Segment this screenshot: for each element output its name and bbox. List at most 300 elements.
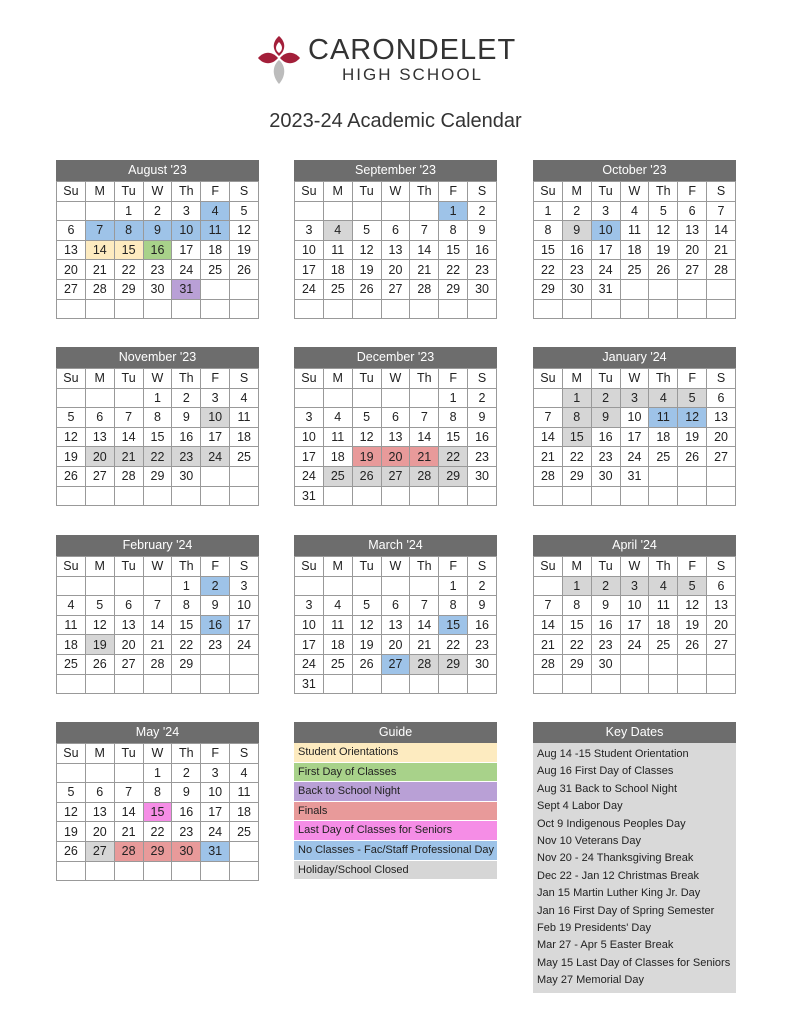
calendar-day: 9 [468,408,497,428]
calendar-empty-cell [468,674,497,694]
weekday-header: W [143,182,172,202]
calendar-empty-cell [85,861,114,881]
weekday-header: Th [172,369,201,389]
weekday-header: Su [295,369,324,389]
calendar-empty-cell [230,674,259,694]
month-calendar [56,722,259,881]
weekday-header: Th [172,182,201,202]
calendar-day: 10 [620,408,649,428]
calendar-empty-cell [649,674,678,694]
key-date-item: Aug 16 First Day of Classes [537,765,674,778]
weekday-header: S [230,744,259,764]
calendar-day: 20 [381,260,410,280]
calendar-day: 16 [143,240,172,260]
calendar-day: 9 [172,783,201,803]
calendar-day: 7 [143,596,172,616]
calendar-empty-cell [172,861,201,881]
calendar-day: 29 [439,654,468,674]
calendar-day: 7 [85,221,114,241]
key-date-item: Oct 9 Indigenous Peoples Day [537,817,686,830]
calendar-empty-cell [707,486,736,506]
weekday-header: Su [295,557,324,577]
calendar-day: 19 [57,447,86,467]
calendar-empty-cell [201,466,230,486]
calendar-empty-cell [230,279,259,299]
calendar-empty-cell [410,388,439,408]
calendar-empty-cell [678,486,707,506]
month-title: January '24 [533,347,736,368]
calendar-day: 20 [381,635,410,655]
calendar-day: 16 [468,615,497,635]
calendar-day: 21 [410,635,439,655]
calendar-day: 8 [439,408,468,428]
calendar-day: 14 [410,427,439,447]
calendar-empty-cell [410,576,439,596]
calendar-day: 4 [620,201,649,221]
calendar-day: 4 [230,388,259,408]
calendar-day: 8 [534,221,563,241]
weekday-header: S [468,557,497,577]
calendar-empty-cell [143,861,172,881]
calendar-day: 25 [649,635,678,655]
weekday-header: W [143,369,172,389]
calendar-day: 14 [114,427,143,447]
school-logo [254,32,554,88]
calendar-empty-cell [410,299,439,319]
calendar-day: 25 [230,447,259,467]
calendar-empty-cell [678,674,707,694]
calendar-day: 21 [114,822,143,842]
key-date-item: Sept 4 Labor Day [537,800,623,813]
calendar-empty-cell [143,299,172,319]
calendar-empty-cell [143,486,172,506]
calendar-day: 4 [57,596,86,616]
calendar-day: 25 [323,466,352,486]
calendar-empty-cell [143,674,172,694]
calendar-empty-cell [620,299,649,319]
calendar-day: 17 [201,802,230,822]
calendar-empty-cell [678,654,707,674]
calendar-empty-cell [591,486,620,506]
guide-item: Back to School Night [294,782,497,802]
calendar-empty-cell [295,576,324,596]
weekday-header: F [201,557,230,577]
calendar-day: 4 [649,576,678,596]
calendar-empty-cell [707,466,736,486]
calendar-empty-cell [591,674,620,694]
weekday-header: W [143,557,172,577]
month-title: August '23 [56,160,259,181]
month-calendar [294,535,497,694]
calendar-day: 31 [295,674,324,694]
calendar-day: 26 [230,260,259,280]
month-calendar [56,160,259,319]
calendar-day: 8 [172,596,201,616]
weekday-header: W [143,744,172,764]
calendar-empty-cell [352,486,381,506]
calendar-day: 9 [562,221,591,241]
calendar-day: 24 [591,260,620,280]
calendar-day: 24 [295,466,324,486]
calendar-day: 29 [562,654,591,674]
calendar-day: 28 [410,466,439,486]
calendar-day: 23 [172,447,201,467]
calendar-empty-cell [57,674,86,694]
calendar-day: 29 [562,466,591,486]
calendar-day: 19 [352,260,381,280]
calendar-day: 2 [468,201,497,221]
calendar-day: 30 [468,654,497,674]
calendar-day: 23 [172,822,201,842]
calendar-day: 12 [57,427,86,447]
calendar-day: 10 [295,240,324,260]
calendar-day: 31 [295,486,324,506]
calendar-day: 23 [562,260,591,280]
calendar-day: 6 [85,408,114,428]
calendar-day: 10 [201,408,230,428]
calendar-day: 22 [439,635,468,655]
calendar-day: 17 [201,427,230,447]
calendar-day: 1 [114,201,143,221]
calendar-empty-cell [381,388,410,408]
calendar-day: 21 [410,260,439,280]
calendar-day: 15 [439,240,468,260]
weekday-header: Tu [114,369,143,389]
calendar-day: 12 [678,408,707,428]
weekday-header: W [381,182,410,202]
calendar-day: 10 [591,221,620,241]
weekday-header: W [381,369,410,389]
calendar-day: 15 [114,240,143,260]
calendar-day: 2 [591,576,620,596]
calendar-day: 18 [323,447,352,467]
key-date-item: Dec 22 - Jan 12 Christmas Break [537,869,700,882]
calendar-day: 27 [381,279,410,299]
calendar-day: 4 [323,596,352,616]
calendar-empty-cell [410,674,439,694]
calendar-day: 15 [534,240,563,260]
calendar-day: 11 [620,221,649,241]
calendar-day: 31 [201,841,230,861]
calendar-empty-cell [143,576,172,596]
calendar-day: 28 [114,841,143,861]
calendar-day: 6 [381,221,410,241]
page-title: 2023-24 Academic Calendar [269,110,522,132]
weekday-header: Tu [114,557,143,577]
calendar-day: 28 [534,654,563,674]
calendar-day: 3 [295,408,324,428]
key-date-item: Jan 15 Martin Luther King Jr. Day [537,887,701,900]
calendar-day: 13 [85,427,114,447]
calendar-day: 16 [591,615,620,635]
calendar-day: 23 [201,635,230,655]
weekday-header: S [707,557,736,577]
calendar-empty-cell [439,674,468,694]
month-calendar [294,160,497,319]
calendar-day: 17 [172,240,201,260]
key-date-item: Nov 20 - 24 Thanksgiving Break [537,852,694,865]
month-title: October '23 [533,160,736,181]
calendar-day: 31 [620,466,649,486]
calendar-day: 28 [707,260,736,280]
key-date-item: Aug 31 Back to School Night [537,782,678,795]
calendar-day: 5 [57,783,86,803]
calendar-day: 1 [143,763,172,783]
calendar-day: 14 [114,802,143,822]
calendar-day: 8 [439,596,468,616]
calendar-day: 27 [381,466,410,486]
calendar-empty-cell [85,201,114,221]
calendar-day: 7 [410,221,439,241]
calendar-day: 23 [143,260,172,280]
calendar-empty-cell [57,763,86,783]
calendar-empty-cell [85,388,114,408]
calendar-day: 9 [468,596,497,616]
calendar-day: 5 [352,221,381,241]
calendar-day: 25 [230,822,259,842]
calendar-day: 21 [114,447,143,467]
calendar-day: 21 [143,635,172,655]
calendar-empty-cell [534,388,563,408]
calendar-day: 3 [230,576,259,596]
calendar-day: 8 [439,221,468,241]
calendar-day: 12 [649,221,678,241]
calendar-day: 11 [323,240,352,260]
weekday-header: Su [57,182,86,202]
calendar-day: 6 [707,388,736,408]
calendar-empty-cell [678,299,707,319]
calendar-empty-cell [57,576,86,596]
calendar-day: 16 [468,240,497,260]
guide-item: Finals [294,802,497,822]
calendar-empty-cell [323,674,352,694]
calendar-day: 30 [468,466,497,486]
calendar-day: 10 [230,596,259,616]
calendar-day: 22 [439,447,468,467]
calendar-day: 10 [295,615,324,635]
month-title: April '24 [533,535,736,556]
weekday-header: W [620,369,649,389]
calendar-empty-cell [85,674,114,694]
calendar-empty-cell [381,576,410,596]
calendar-day: 19 [57,822,86,842]
calendar-day: 12 [57,802,86,822]
calendar-empty-cell [649,654,678,674]
calendar-day: 25 [323,654,352,674]
calendar-day: 28 [143,654,172,674]
calendar-day: 22 [562,635,591,655]
calendar-empty-cell [114,576,143,596]
weekday-header: M [562,369,591,389]
guide-item: Holiday/School Closed [294,861,497,881]
calendar-empty-cell [57,388,86,408]
weekday-header: Su [57,557,86,577]
calendar-day: 11 [230,408,259,428]
month-title: November '23 [56,347,259,368]
calendar-empty-cell [85,299,114,319]
weekday-header: S [707,369,736,389]
calendar-day: 30 [172,841,201,861]
calendar-day: 5 [678,576,707,596]
calendar-day: 26 [352,279,381,299]
calendar-day: 13 [57,240,86,260]
calendar-day: 9 [591,408,620,428]
calendar-day: 12 [678,596,707,616]
calendar-day: 6 [85,783,114,803]
calendar-empty-cell [439,486,468,506]
calendar-empty-cell [323,299,352,319]
calendar-day: 18 [323,635,352,655]
calendar-empty-cell [352,299,381,319]
calendar-day: 22 [172,635,201,655]
calendar-day: 29 [143,466,172,486]
calendar-day: 22 [562,447,591,467]
calendar-day: 3 [201,388,230,408]
calendar-empty-cell [295,299,324,319]
calendar-day: 14 [534,615,563,635]
calendar-day: 8 [114,221,143,241]
calendar-day: 1 [172,576,201,596]
calendar-day: 19 [678,427,707,447]
calendar-day: 8 [143,408,172,428]
calendar-day: 3 [172,201,201,221]
calendar-day: 15 [172,615,201,635]
weekday-header: F [678,182,707,202]
guide-item: Student Orientations [294,743,497,763]
calendar-day: 20 [678,240,707,260]
calendar-day: 13 [381,615,410,635]
calendar-day: 18 [323,260,352,280]
calendar-day: 24 [201,822,230,842]
calendar-day: 17 [230,615,259,635]
weekday-header: Th [172,744,201,764]
calendar-day: 2 [468,576,497,596]
calendar-empty-cell [649,299,678,319]
calendar-empty-cell [678,466,707,486]
calendar-day: 17 [295,635,324,655]
calendar-empty-cell [620,486,649,506]
calendar-empty-cell [230,299,259,319]
calendar-empty-cell [534,576,563,596]
weekday-header: S [230,369,259,389]
calendar-empty-cell [230,466,259,486]
calendar-day: 5 [85,596,114,616]
calendar-day: 1 [562,388,591,408]
calendar-day: 11 [649,596,678,616]
weekday-header: F [201,744,230,764]
calendar-day: 27 [57,279,86,299]
calendar-empty-cell [323,388,352,408]
key-date-item: Mar 27 - Apr 5 Easter Break [537,939,674,952]
calendar-day: 7 [410,408,439,428]
calendar-day: 17 [295,260,324,280]
calendar-empty-cell [649,486,678,506]
calendar-day: 11 [230,783,259,803]
calendar-day: 17 [295,447,324,467]
calendar-day: 9 [143,221,172,241]
calendar-empty-cell [352,201,381,221]
calendar-day: 19 [352,447,381,467]
calendar-day: 26 [352,466,381,486]
calendar-day: 9 [591,596,620,616]
key-date-item: Feb 19 Presidents' Day [537,921,651,934]
weekday-header: F [439,557,468,577]
calendar-day: 22 [114,260,143,280]
calendar-day: 13 [85,802,114,822]
calendar-day: 14 [707,221,736,241]
calendar-day: 1 [143,388,172,408]
school-name: CARONDELET [308,34,517,66]
calendar-empty-cell [410,486,439,506]
calendar-day: 8 [562,408,591,428]
calendar-day: 24 [620,447,649,467]
calendar-day: 2 [172,763,201,783]
calendar-day: 24 [201,447,230,467]
calendar-day: 22 [534,260,563,280]
calendar-day: 11 [57,615,86,635]
calendar-day: 31 [172,279,201,299]
calendar-empty-cell [172,486,201,506]
weekday-header: S [230,182,259,202]
calendar-day: 17 [620,427,649,447]
key-dates-title: Key Dates [533,722,736,743]
calendar-day: 12 [352,427,381,447]
weekday-header: Th [649,557,678,577]
calendar-day: 26 [649,260,678,280]
calendar-empty-cell [114,861,143,881]
calendar-day: 30 [562,279,591,299]
calendar-day: 19 [230,240,259,260]
weekday-header: Th [410,557,439,577]
calendar-day: 30 [143,279,172,299]
calendar-day: 24 [230,635,259,655]
calendar-empty-cell [295,388,324,408]
key-date-item: Aug 14 -15 Student Orientation [537,748,689,760]
calendar-day: 22 [143,447,172,467]
calendar-day: 2 [562,201,591,221]
calendar-day: 7 [410,596,439,616]
calendar-day: 27 [707,635,736,655]
calendar-day: 28 [410,279,439,299]
calendar-empty-cell [410,201,439,221]
weekday-header: Tu [352,557,381,577]
weekday-header: W [620,182,649,202]
calendar-day: 16 [172,802,201,822]
weekday-header: Th [410,369,439,389]
weekday-header: Tu [591,557,620,577]
calendar-empty-cell [323,201,352,221]
calendar-empty-cell [591,299,620,319]
calendar-day: 20 [85,822,114,842]
calendar-day: 29 [439,466,468,486]
calendar-day: 3 [591,201,620,221]
school-subtitle: HIGH SCHOOL [342,65,484,84]
calendar-day: 2 [201,576,230,596]
key-date-item: Jan 16 First Day of Spring Semester [537,904,715,917]
calendar-empty-cell [172,299,201,319]
calendar-day: 4 [323,408,352,428]
calendar-day: 21 [534,447,563,467]
calendar-day: 29 [534,279,563,299]
calendar-day: 25 [323,279,352,299]
calendar-day: 16 [591,427,620,447]
calendar-empty-cell [352,576,381,596]
calendar-day: 18 [230,427,259,447]
weekday-header: S [230,557,259,577]
calendar-empty-cell [649,279,678,299]
weekday-header: Th [649,182,678,202]
calendar-day: 3 [295,596,324,616]
